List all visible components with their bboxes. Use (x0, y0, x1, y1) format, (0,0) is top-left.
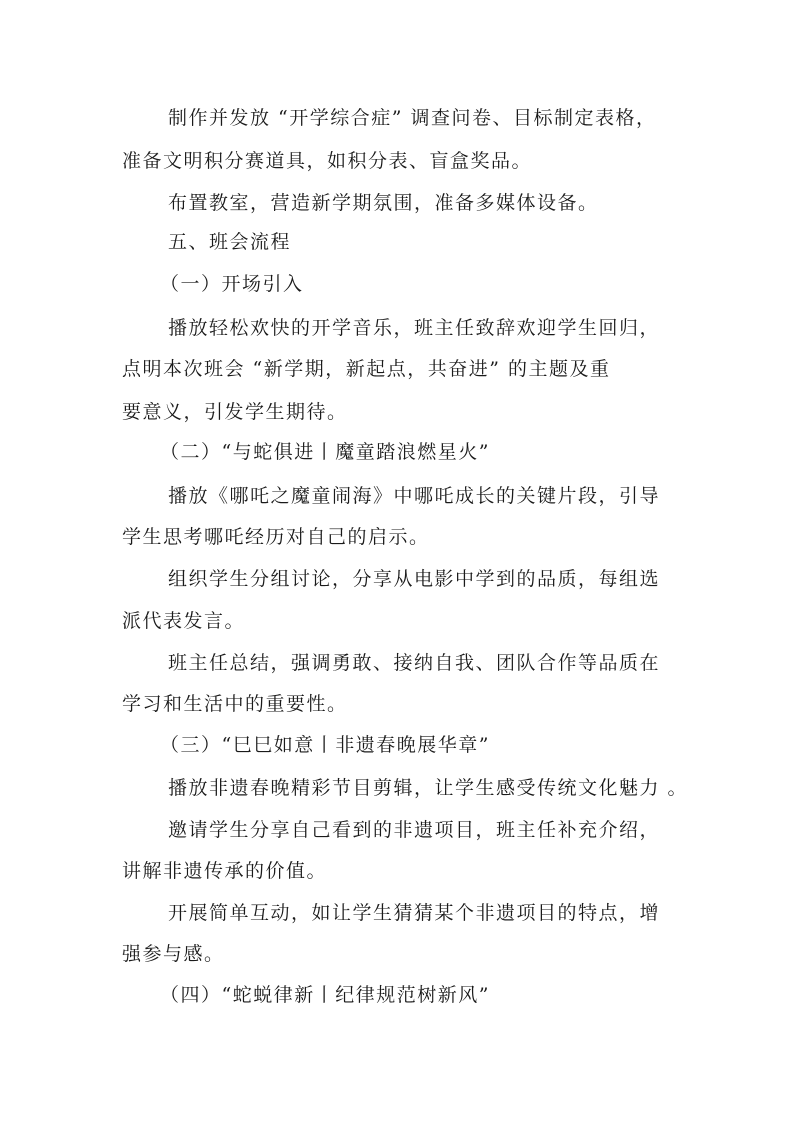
text-line-6: 播放轻松欢快的开学音乐，班主任致辞欢迎学生回归， (168, 317, 661, 339)
text-line-2: 准备文明积分赛道具，如积分表、盲盒奖品。 (122, 150, 533, 172)
section-heading-process: 五、班会流程 (168, 231, 292, 253)
subheading-nezha: （二）“与蛇俱进丨魔童踏浪燃星火” (160, 441, 490, 463)
text-line-21: 强参与感。 (122, 943, 225, 965)
text-line-20: 开展简单互动，如让学生猜猜某个非遗项目的特点，增 (168, 902, 661, 924)
text-line-15: 学习和生活中的重要性。 (122, 693, 348, 715)
text-line-1: 制作并发放 “开学综合症” 调查问卷、目标制定表格， (168, 107, 657, 129)
text-line-8: 要意义，引发学生期待。 (122, 401, 348, 423)
subheading-discipline: （四）“蛇蜕律新丨纪律规范树新风” (160, 984, 490, 1006)
text-line-18: 邀请学生分享自己看到的非遗项目，班主任补充介绍， (168, 819, 661, 841)
text-line-19: 讲解非遗传承的价值。 (122, 860, 328, 882)
text-line-3: 布置教室，营造新学期氛围，准备多媒体设备。 (168, 192, 599, 214)
subheading-heritage: （三）“巳巳如意丨非遗春晚展华章” (160, 734, 490, 756)
text-line-11: 学生思考哪吒经历对自己的启示。 (122, 526, 430, 548)
subheading-opening: （一）开场引入 (160, 273, 304, 295)
text-line-7: 点明本次班会 “新学期，新起点，共奋进” 的主题及重 (122, 358, 611, 380)
text-line-14: 班主任总结，强调勇敢、接纳自我、团队合作等品质在 (168, 652, 661, 674)
text-line-10: 播放《哪吒之魔童闹海》中哪吒成长的关键片段，引导 (168, 485, 661, 507)
text-line-13: 派代表发言。 (122, 610, 246, 632)
text-line-12: 组织学生分组讨论，分享从电影中学到的品质，每组选 (168, 568, 661, 590)
text-line-17: 播放非遗春晚精彩节目剪辑，让学生感受传统文化魅力 。 (168, 777, 689, 799)
